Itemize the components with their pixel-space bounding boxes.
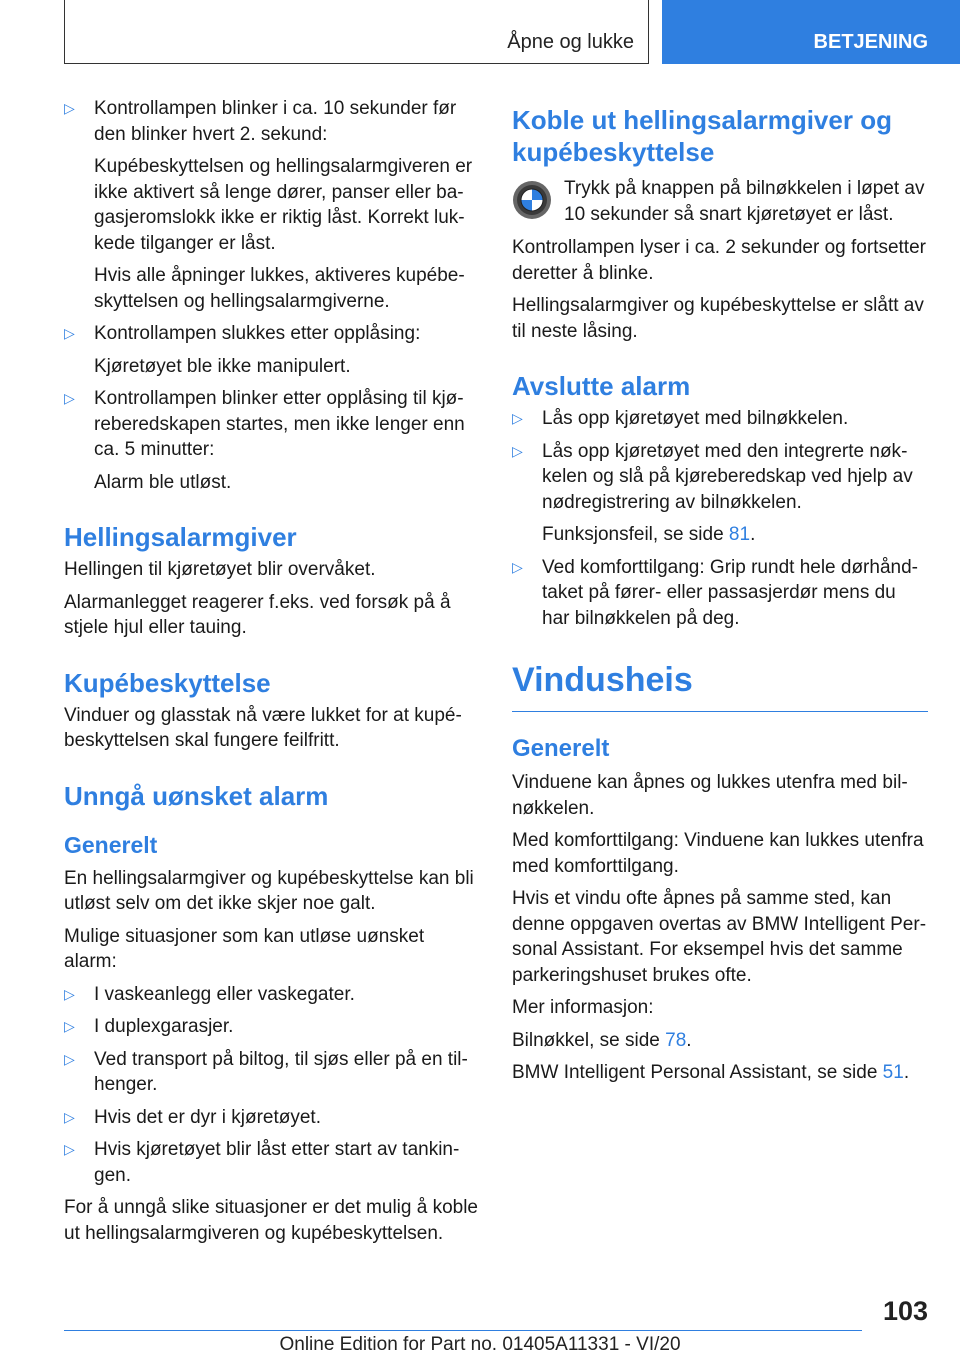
list-item: ▷ Kontrollampen slukkes etter opplåsing: Kjøretøyet ble ikke manipulert.	[64, 321, 478, 379]
paragraph: Med komforttilgang: Vinduene kan lukkes utenfra med komforttilgang.	[512, 830, 924, 877]
list-item: ▷ Kontrollampen blinker i ca. 10 sekunder før den blinker hvert 2. sekund: Kupébeskyttelsen og hellingsalarmgiveren er ikke aktivert så lenge dører, panser eller bagasjeromslokk ikke er riktig låst. Korrekt lukkede tilganger er låst. Hvis alle åpninger lukkes, aktiveres kupébeskyttelsen og hellingsalarmgiverne.	[64, 96, 478, 314]
list-item-detail: Alarm ble utløst.	[94, 471, 232, 493]
list-item: ▷ Kontrollampen blinker etter opplåsing til kjøreberedskapen startes, men ikke lenger enn ca. 5 minutter: Alarm ble utløst.	[64, 386, 478, 495]
page-number: 103	[882, 1296, 928, 1326]
heading-koble-ut: Koble ut hellingsalarmgiver og kupébeskyttelse	[512, 105, 892, 167]
paragraph: Mulige situasjoner som kan utløse uønsket alarm:	[64, 925, 425, 972]
heading-generelt: Generelt	[512, 735, 610, 762]
list-item-detail: Funksjonsfeil, se side 81.	[542, 524, 756, 545]
list-item: ▷ Hvis kjøretøyet blir låst etter start av tankingen.	[64, 1139, 460, 1186]
list-item: ▷ I vaskeanlegg eller vaskegater.	[64, 982, 478, 1008]
triangle-bullet-icon: ▷	[64, 1108, 75, 1125]
list-item: ▷ Ved transport på biltog, til sjøs eller på en tilhenger.	[64, 1048, 468, 1095]
footer-edition: Online Edition for Part no. 01405A11331 - VI/20	[279, 1334, 681, 1355]
triangle-bullet-icon: ▷	[64, 1018, 75, 1034]
paragraph: Alarmanlegget reagerer f.eks. ved forsøk på å stjele hjul eller tauing.	[64, 591, 451, 638]
paragraph: BMW Intelligent Personal Assistant, se side 51.	[512, 1062, 910, 1083]
page-link-78[interactable]: 78	[665, 1029, 687, 1051]
section-title: Åpne og lukke	[507, 31, 634, 53]
heading-kupebeskyttelse: Kupébeskyttelse	[64, 667, 271, 698]
triangle-bullet-icon: ▷	[64, 1141, 75, 1157]
list-item-detail: Hvis alle åpninger lukkes, aktiveres kupébeskyttelsen og hellingsalarmgiverne.	[94, 265, 465, 312]
paragraph: Bilnøkkel, se side 78.	[512, 1029, 692, 1051]
list-item: ▷ Lås opp kjøretøyet med den integrerte nøkkelen og slå på kjøreberedskap ved hjelp av nødregistrering av bilnøkkelen. Funksjonsfeil, se side 81.	[512, 439, 928, 548]
paragraph: Vinduene kan åpnes og lukkes utenfra med bilnøkkelen.	[512, 772, 908, 819]
heading-generelt: Generelt	[64, 831, 158, 858]
paragraph: Hellingen til kjøretøyet blir overvåket.	[64, 559, 376, 580]
right-column	[512, 96, 928, 1093]
triangle-bullet-icon: ▷	[512, 410, 523, 426]
paragraph: For å unngå slike situasjoner er det mulig å koble ut hellingsalarmgiveren og kupébeskyttelsen.	[64, 1197, 479, 1244]
triangle-bullet-icon: ▷	[64, 390, 75, 406]
heading-hellingsalarmgiver: Hellingsalarmgiver	[64, 522, 297, 552]
list-item: ▷ Ved komforttilgang: Grip rundt hele dørhåndtaket på fører- eller passasjerdør mens du har bilnøkkelen på deg.	[512, 556, 918, 629]
paragraph: Vinduer og glasstak nå være lukket for at kupébeskyttelsen skal fungere feilfritt.	[64, 704, 462, 751]
page-link-81[interactable]: 81	[728, 524, 751, 545]
list-item: ▷ Lås opp kjøretøyet med bilnøkkelen.	[512, 406, 928, 432]
triangle-bullet-icon: ▷	[64, 325, 75, 341]
heading-avslutte-alarm: Avslutte alarm	[512, 371, 691, 401]
paragraph: Hvis et vindu ofte åpnes på samme sted, kan denne oppgaven overtas av BMW Intelligent Personal Assistant. For eksempel hvis det samme parkeringshuset brukes ofte.	[512, 888, 927, 986]
left-column	[64, 96, 478, 1253]
list-item: ▷ Hvis det er dyr i kjøretøyet.	[64, 1105, 478, 1131]
bmw-logo-icon	[512, 180, 552, 220]
list-item-detail: Kjøretøyet ble ikke manipulert.	[94, 355, 351, 377]
paragraph: En hellingsalarmgiver og kupébeskyttelse kan bli utløst selv om det ikke skjer noe galt.	[64, 867, 474, 914]
paragraph: Hellingsalarmgiver og kupébeskyttelse er slått av til neste låsing.	[512, 295, 924, 342]
list-item-detail: Kupébeskyttelsen og hellingsalarmgiveren er ikke aktivert så lenge dører, panser eller bagasjeromslokk ikke er riktig låst. Korrekt lukkede tilganger er låst.	[94, 156, 473, 254]
list-item: ▷ I duplexgarasjer.	[64, 1014, 478, 1040]
triangle-bullet-icon: ▷	[64, 1050, 75, 1067]
page-link-51[interactable]: 51	[882, 1062, 904, 1083]
paragraph: Kontrollampen lyser i ca. 2 sekunder og fortsetter deretter å blinke.	[512, 237, 926, 284]
triangle-bullet-icon: ▷	[512, 442, 523, 459]
heading-vindusheis: Vindusheis	[512, 659, 928, 712]
heading-unnga-alarm: Unngå uønsket alarm	[64, 780, 329, 811]
triangle-bullet-icon: ▷	[64, 985, 75, 1002]
key-button-note: Trykk på knappen på bilnøkkelen i løpet av 10 sekunder så snart kjøretøyet er låst.	[512, 176, 928, 227]
chapter-tab: BETJENING	[662, 0, 960, 64]
triangle-bullet-icon: ▷	[64, 100, 75, 116]
paragraph: Mer informasjon:	[512, 997, 654, 1018]
triangle-bullet-icon: ▷	[512, 558, 523, 575]
